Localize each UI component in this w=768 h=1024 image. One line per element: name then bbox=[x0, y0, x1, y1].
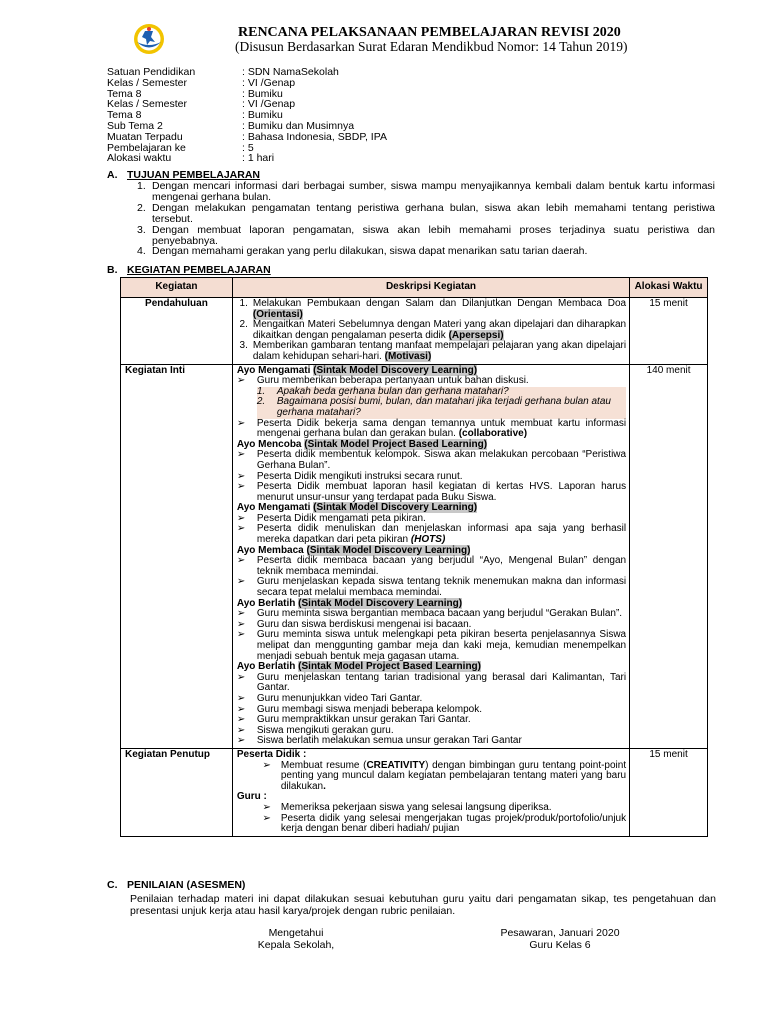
info-key: Muatan Terpadu bbox=[107, 130, 183, 143]
table-header-row bbox=[121, 278, 708, 298]
list-item bbox=[237, 524, 626, 545]
info-key: Alokasi waktu bbox=[107, 152, 172, 165]
info-key: Pembelajaran ke bbox=[107, 141, 186, 154]
item-text: Peserta didik membaca bacaan yang berjudul “Ayo, Mengenal Bulan” dengan teknik membaca memindai. bbox=[256, 555, 627, 577]
item-text: ) dengan bimbingan guru tentang point-point penting yang muncul dalam kegiatan pembelajaran tentang materi yang baru dilakukan bbox=[280, 759, 627, 792]
item-text: Peserta Didik bekerja sama dengan temannya untuk membuat kartu informasi mengenai gerhana bulan dan gerakan bulan. bbox=[256, 417, 627, 440]
column-header-kegiatan: Kegiatan bbox=[121, 278, 233, 298]
goal-item bbox=[137, 225, 715, 247]
subsection-title: Ayo Berlatih bbox=[236, 661, 299, 673]
info-value: : Bumiku bbox=[242, 87, 283, 100]
item-text: Guru menjelaskan tentang tarian tradisional yang berasal dari Kalimantan, Tari Gantar. bbox=[256, 671, 627, 694]
activity-time: 15 menit bbox=[630, 748, 708, 836]
learning-goals-list bbox=[137, 181, 715, 257]
item-text: Siswa mengikuti gerakan guru. bbox=[256, 724, 394, 736]
item-text: Guru menjelaskan kepada siswa tentang teknik menemukan makna dan informasi secara tepat melalui membaca memindai. bbox=[256, 576, 627, 599]
subsection-title: Guru : bbox=[236, 791, 267, 803]
teacher-signature-block bbox=[485, 927, 635, 951]
activity-time: 15 menit bbox=[630, 298, 708, 365]
info-row bbox=[107, 99, 627, 110]
goal-number: 4. bbox=[137, 245, 146, 258]
arrow-bullet-icon: ➢ bbox=[236, 714, 246, 726]
column-header-deskripsi: Deskripsi Kegiatan bbox=[232, 278, 629, 298]
activity-description bbox=[232, 298, 629, 365]
item-text: Guru memberikan beberapa pertanyaan untuk bahan diskusi. bbox=[256, 375, 529, 387]
subsection-title: Ayo Mengamati bbox=[236, 502, 314, 514]
syntax-tag: (Apersepsi) bbox=[448, 329, 504, 341]
item-text: Guru mempraktikkan unsur gerakan Tari Gantar. bbox=[256, 714, 471, 726]
info-row bbox=[107, 132, 627, 143]
goal-text: Dengan melakukan pengamatan tentang peristiwa gerhana bulan, siswa akan lebih memahami tentang peristiwa tersebut. bbox=[152, 201, 715, 225]
tut-wuri-handayani-logo-icon bbox=[130, 22, 168, 56]
item-text: Membuat resume ( bbox=[280, 759, 367, 771]
arrow-bullet-icon: ➢ bbox=[236, 481, 246, 493]
list-item bbox=[237, 736, 626, 747]
question-item: 2. Bagaimana posisi bumi, bulan, dan matahari jika terjadi gerhana bulan atau gerhana matahari? bbox=[257, 397, 626, 418]
question-item: 1. Apakah beda gerhana bulan dan gerhana matahari? bbox=[256, 385, 509, 397]
list-item bbox=[237, 694, 626, 705]
table-row bbox=[121, 748, 708, 836]
arrow-bullet-icon: ➢ bbox=[236, 724, 246, 736]
item-number: 1. bbox=[239, 298, 248, 309]
info-key: Tema 8 bbox=[107, 109, 142, 122]
section-title: PENILAIAN (ASESMEN) bbox=[127, 879, 246, 891]
goal-number: 2. bbox=[137, 201, 146, 214]
question-block bbox=[257, 387, 626, 419]
item-text: Melakukan Pembukaan dengan Salam dan Dilanjutkan Dengan Membaca Doa bbox=[252, 298, 627, 309]
syntax-tag: (Sintak Model Discovery Learning) bbox=[306, 544, 471, 556]
signature-place-date: Pesawaran, Januari 2020 bbox=[500, 927, 620, 939]
list-item bbox=[237, 419, 626, 440]
activity-description bbox=[232, 364, 629, 748]
document-header bbox=[130, 22, 690, 58]
arrow-bullet-icon: ➢ bbox=[236, 735, 246, 747]
item-number: 3. bbox=[239, 340, 248, 352]
info-value: : Bumiku bbox=[242, 109, 283, 122]
syntax-tag: (Motivasi) bbox=[384, 350, 432, 362]
section-label: A. bbox=[107, 169, 118, 181]
item-text: Peserta didik membentuk kelompok. Siswa akan melakukan percobaan “Peristiwa Gerhana Bulan”. bbox=[256, 449, 627, 471]
subsection-title: Ayo Mengamati bbox=[236, 364, 314, 376]
subsection-title: Ayo Membaca bbox=[236, 544, 307, 556]
list-item bbox=[237, 320, 626, 341]
goal-number: 3. bbox=[137, 223, 146, 236]
item-text: Guru menunjukkan video Tari Gantar. bbox=[256, 692, 423, 704]
table-row bbox=[121, 364, 708, 748]
goal-number: 1. bbox=[137, 180, 146, 192]
column-header-alokasi: Alokasi Waktu bbox=[630, 278, 708, 298]
list-item bbox=[237, 803, 626, 814]
arrow-bullet-icon: ➢ bbox=[262, 812, 271, 824]
list-item bbox=[237, 482, 626, 503]
item-text: Peserta didik yang selesai mengerjakan tugas projek/produk/portofolio/unjuk kerja dengan benar diberi hadiah/ pujian bbox=[280, 812, 627, 835]
item-text: Mengaitkan Materi Sebelumnya dengan Materi yang akan dipelajari dan diharapkan dikaitkan dengan pengalaman peserta didik bbox=[252, 319, 627, 341]
arrow-bullet-icon: ➢ bbox=[236, 470, 246, 482]
signature-role: Kepala Sekolah, bbox=[257, 939, 335, 951]
table-row bbox=[121, 298, 708, 365]
goal-text: Dengan memahami gerakan yang perlu dilakukan, siswa dapat menarikan satu tarian daerah. bbox=[152, 245, 588, 258]
info-value: : SDN NamaSekolah bbox=[242, 66, 339, 78]
info-key: Kelas / Semester bbox=[107, 76, 187, 89]
section-b-heading bbox=[107, 265, 271, 277]
item-number: 2. bbox=[239, 319, 248, 331]
info-value: : VI /Genap bbox=[242, 76, 296, 89]
arrow-bullet-icon: ➢ bbox=[236, 417, 246, 429]
item-text: Guru membagi siswa menjadi beberapa kelompok. bbox=[256, 703, 482, 715]
syntax-tag: (Sintak Model Project Based Learning) bbox=[298, 661, 481, 673]
goal-text: Dengan mencari informasi dari berbagai sumber, siswa mampu menyajikannya kembali dalam bentuk kartu informasi mengenai gerhana bulan. bbox=[152, 180, 715, 203]
activity-name: Pendahuluan bbox=[121, 298, 233, 365]
syntax-tag: (Sintak Model Discovery Learning) bbox=[298, 597, 463, 609]
subsection-title: Ayo Mencoba bbox=[236, 438, 305, 450]
section-label: B. bbox=[107, 264, 118, 276]
info-row bbox=[107, 153, 627, 164]
section-label: C. bbox=[107, 879, 118, 891]
info-key: Tema 8 bbox=[107, 87, 142, 100]
info-value: : Bumiku dan Musimnya bbox=[242, 119, 355, 132]
arrow-bullet-icon: ➢ bbox=[236, 523, 246, 535]
signature-role: Guru Kelas 6 bbox=[529, 939, 591, 951]
list-item bbox=[237, 673, 626, 694]
item-text: Guru meminta siswa bergantian membaca bacaan yang berjudul “Gerakan Bulan”. bbox=[256, 608, 623, 620]
arrow-bullet-icon: ➢ bbox=[236, 608, 246, 620]
section-title: TUJUAN PEMBELAJARAN bbox=[127, 169, 261, 181]
arrow-bullet-icon: ➢ bbox=[236, 671, 246, 683]
list-item bbox=[237, 299, 626, 320]
activity-time: 140 menit bbox=[630, 364, 708, 748]
goal-item bbox=[137, 246, 715, 257]
question-text: Apakah beda gerhana bulan dan gerhana matahari? bbox=[276, 385, 509, 397]
info-row bbox=[107, 78, 627, 89]
info-value: : VI /Genap bbox=[242, 98, 296, 111]
arrow-bullet-icon: ➢ bbox=[236, 618, 246, 630]
activity-name: Kegiatan Penutup bbox=[121, 748, 233, 836]
goal-item bbox=[137, 203, 715, 225]
arrow-bullet-icon: ➢ bbox=[236, 555, 246, 567]
item-text: Peserta Didik mengikuti instruksi secara runut. bbox=[256, 470, 463, 482]
info-value: : 5 bbox=[242, 141, 254, 154]
list-item bbox=[237, 577, 626, 598]
list-item bbox=[237, 630, 626, 662]
info-value: : 1 hari bbox=[242, 152, 275, 165]
list-item bbox=[237, 341, 626, 362]
syntax-tag: (Sintak Model Project Based Learning) bbox=[304, 438, 488, 450]
item-text: Peserta Didik membuat laporan hasil kegiatan di kertas HVS. Laporan harus menurut unsur-unsur yang terdapat pada Buku Siswa. bbox=[256, 481, 627, 503]
arrow-bullet-icon: ➢ bbox=[262, 801, 271, 813]
info-key: Sub Tema 2 bbox=[107, 119, 163, 132]
skill-tag: (HOTS) bbox=[410, 534, 446, 546]
subsection-title: Ayo Berlatih bbox=[236, 597, 299, 609]
item-text: Guru meminta siswa untuk melengkapi peta pikiran beserta penjelasannya Siswa melipat dan menggunting gambar meja dan kaki meja, kemudian menempelkan menjadi sebuah bentuk meja gagasan utama. bbox=[256, 629, 627, 662]
section-c-heading bbox=[107, 880, 245, 892]
principal-signature-block bbox=[256, 927, 336, 951]
activities-table bbox=[120, 277, 708, 837]
arrow-bullet-icon: ➢ bbox=[262, 759, 271, 771]
arrow-bullet-icon: ➢ bbox=[236, 449, 246, 461]
activity-description bbox=[232, 748, 629, 836]
item-text: Peserta Didik mengamati peta pikiran. bbox=[256, 512, 426, 524]
info-key: Kelas / Semester bbox=[107, 98, 187, 111]
skill-tag: (collaborative) bbox=[458, 428, 528, 440]
identity-block bbox=[107, 67, 627, 164]
section-title: KEGIATAN PEMBELAJARAN bbox=[127, 264, 271, 276]
goal-text: Dengan membuat laporan pengamatan, siswa akan lebih memahami proses terjadinya suatu peristiwa dan penyebabnya. bbox=[152, 223, 715, 247]
arrow-bullet-icon: ➢ bbox=[236, 512, 246, 524]
info-row bbox=[107, 110, 627, 121]
arrow-bullet-icon: ➢ bbox=[236, 576, 246, 588]
arrow-bullet-icon: ➢ bbox=[236, 375, 246, 387]
info-row bbox=[107, 143, 627, 154]
arrow-bullet-icon: ➢ bbox=[236, 703, 246, 715]
list-item bbox=[237, 556, 626, 577]
item-text: Memeriksa pekerjaan siswa yang selesai langsung diperiksa. bbox=[280, 801, 552, 813]
document-subtitle: (Disusun Berdasarkan Surat Edaran Mendikbud Nomor: 14 Tahun 2019) bbox=[235, 39, 628, 54]
arrow-bullet-icon: ➢ bbox=[236, 692, 246, 704]
document-title: RENCANA PELAKSANAAN PEMBELAJARAN REVISI 2020 bbox=[238, 25, 621, 40]
list-item: ➢ Membuat resume (CREATIVITY) dengan bimbingan guru tentang point-point penting yang muncul dalam kegiatan pembelajaran tentang materi yang baru dilakukan. bbox=[237, 761, 626, 793]
item-text: Peserta didik menuliskan dan menjelaskan informasi apa saja yang berhasil mereka dapatkan dari peta pikiran bbox=[256, 523, 627, 546]
item-text: Memberikan gambaran tentang manfaat mempelajari pelajaran yang akan dipelajari dalam kehidupan sehari-hari. bbox=[252, 340, 627, 362]
syntax-tag: (Sintak Model Discovery Learning) bbox=[313, 502, 478, 514]
signature-line: Mengetahui bbox=[268, 927, 324, 939]
arrow-bullet-icon: ➢ bbox=[236, 629, 246, 641]
activity-name: Kegiatan Inti bbox=[121, 364, 233, 748]
info-value: : Bahasa Indonesia, SBDP, IPA bbox=[242, 130, 387, 143]
item-text: Guru dan siswa berdiskusi mengenai isi bacaan. bbox=[256, 618, 472, 630]
list-item bbox=[237, 814, 626, 835]
info-key: Satuan Pendidikan bbox=[107, 66, 196, 78]
assessment-text: Penilaian terhadap materi ini dapat dilakukan sesuai kebutuhan guru yaitu dari pengamatan sikap, tes pengetahuan dan presentasi unjuk kerja atau hasil karya/projek dengan rubric penilaian. bbox=[130, 893, 716, 917]
skill-tag: CREATIVITY bbox=[366, 759, 426, 771]
question-text: Bagaimana posisi bumi, bulan, dan matahari jika terjadi gerhana bulan atau gerhana matahari? bbox=[276, 396, 611, 418]
syntax-tag: (Orientasi) bbox=[252, 308, 303, 320]
item-text: Siswa berlatih melakukan semua unsur gerakan Tari Gantar bbox=[256, 735, 522, 747]
list-item bbox=[237, 450, 626, 471]
goal-item bbox=[137, 181, 715, 203]
subsection-title: Peserta Didik : bbox=[236, 748, 307, 760]
syntax-tag: (Sintak Model Discovery Learning) bbox=[313, 364, 478, 376]
